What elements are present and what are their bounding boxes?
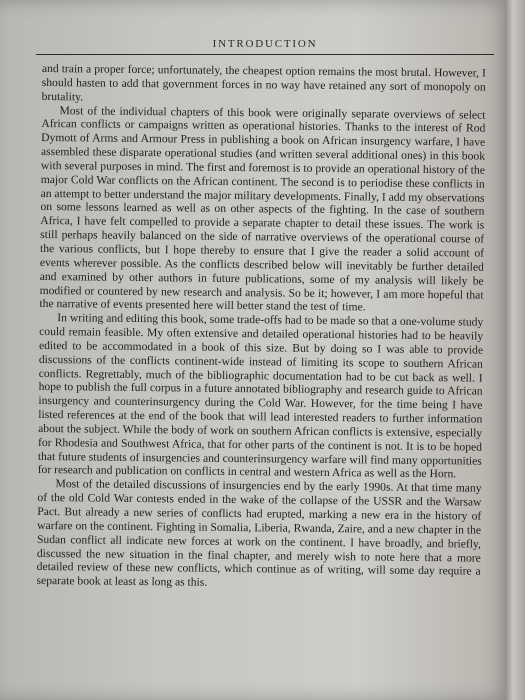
next-page-edge xyxy=(505,0,525,700)
body-text xyxy=(36,62,485,593)
paragraph-4: Most of the detailed discussions of insurgencies end by the early 1990s. At that time many of the old Cold War contests ended in the wake of the collapse of the USSR and the Warsaw Pact. But already a new series of conflicts had erupted, marking a new era in the history of warfare on the continent. Fighting in Somalia, Liberia, Rwanda, Zaire, and a new chapter in the Sudan conflict all indicate new forces at work on the continent. I have broadly, and briefly, discussed the new situation in the final chapter, and merely wish to note here that a more detailed review of these new conflicts, which continue as of writing, will some day require a separate book at least as long as this. xyxy=(36,477,482,589)
paragraph-3: In writing and editing this book, some trade-offs had to be made so that a one-volume study could remain feasible. My often extensive and detailed operational histories had to be heavily edited to be accommodated in a book of this size. But by doing so I was able to provide discussions of the conflicts continent-wide instead of limiting its scope to southern African conflicts. Regrettably, much of the bibliographic documentation had to be cut back as well. I hope to publish the full corpus in a future annotated bibliography and research guide to African insurgency and counterinsurgency during the Cold War. However, for the time being I have listed references at the end of the book that will lead interested readers to further information about the subject. While the body of work on southern African conflicts is extensive, especially for Rhodesia and Southwest Africa, that for other parts of the continent is not. It is to be hoped that future students of insurgencies and counterinsurgency warfare will find many opportunities for research and publication on conflicts in central and western Africa as well as the Horn. xyxy=(37,311,484,481)
header-rule xyxy=(36,54,494,55)
paragraph-2: Most of the individual chapters of this book were originally separate overviews of select African conflicts or campaigns written as operational histories. Thanks to the interest of Rod Dymott of Arms and Armour Press in publishing a book on African insurgency warfare, I have assembled these disparate operational studies (and written several additional ones) in this book with several purposes in mind. The first and foremost is to provide an operational history of the major Cold War conflicts on the African continent. The second is to periodise these conflicts in an attempt to better understand the major military developments. Finally, I add my observations on some lessons learned as well as on other aspects of the fighting. In the case of southern Africa, I have felt compelled to provide a separate chapter to detail these issues. The work is still perhaps heavily balanced on the side of narrative overviews of the operational course of the various conflicts, but I hope thereby to ensure that I give the reader a solid account of events wherever possible. As the conflicts described below will inevitably be further detailed and examined by other authors in future publications, some of my analysis will likely be modified or countered by new research and analysis. So be it; however, I am more hopeful that the narrative of events presented here will better stand the test of time. xyxy=(39,103,486,314)
paragraph-1: and train a proper force; unfortunately, the cheapest option remains the most brutal. However, I should hasten to add that government forces in no way have retained any sort of monopoly on brutality. xyxy=(41,62,486,104)
running-head: INTRODUCTION xyxy=(212,38,318,50)
